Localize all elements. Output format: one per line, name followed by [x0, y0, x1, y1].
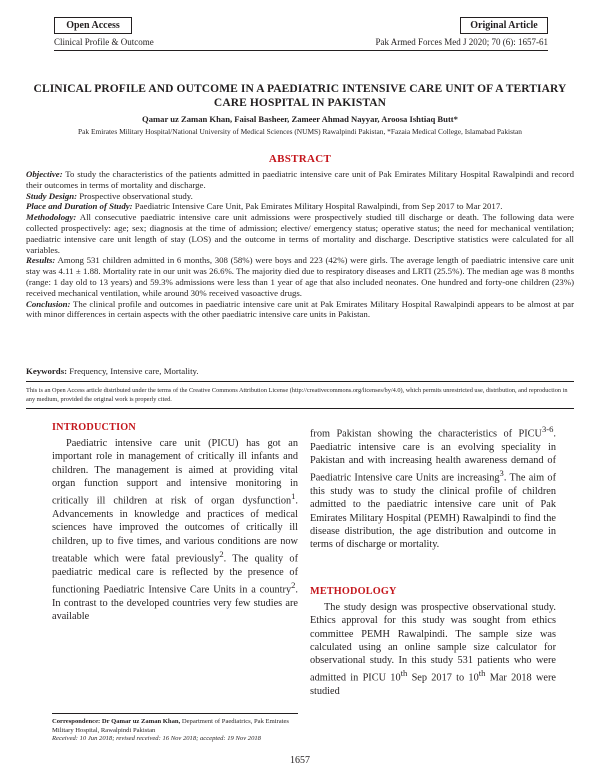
- journal-reference: Pak Armed Forces Med J 2020; 70 (6): 1657-61: [375, 37, 548, 47]
- method-part-2: Sep 2017 to 10: [407, 672, 479, 684]
- design-text: Prospective observational study.: [77, 190, 193, 201]
- method-sup-2: th: [478, 668, 486, 679]
- license-rule-top: [26, 381, 574, 382]
- keywords-label: Keywords:: [26, 366, 68, 376]
- keywords: [26, 366, 574, 376]
- author-list: Qamar uz Zaman Khan, Faisal Basheer, Zameer Ahmad Nayyar, Aroosa Ishtiaq Butt*: [142, 114, 458, 124]
- place-label: Place and Duration of Study:: [26, 201, 133, 212]
- keywords-text: Frequency, Intensive care, Mortality.: [67, 366, 199, 376]
- method-part-1: The study design was prospective observational study. Ethics approval for this study was sought from ethics committee PEMH Rawalpindi. The sample size was calculated using an online sample size calculator for observational study. In this study 531 patients who were admitted in PICU 10: [310, 602, 556, 684]
- abstract-methodology: [26, 212, 574, 255]
- article-type-badge: [460, 17, 548, 34]
- correspondence-label: Correspondence: Dr Qamar uz Zaman Khan,: [52, 718, 181, 725]
- intro-ref-3: 2: [291, 579, 296, 590]
- page-number: 1657: [290, 755, 310, 766]
- methodology-paragraph: [310, 601, 556, 699]
- article-title: CLINICAL PROFILE AND OUTCOME IN A PAEDIATRIC INTENSIVE CARE UNIT OF A TERTIARY CARE HOSPITAL IN PAKISTAN: [33, 83, 567, 109]
- intro-part-4-right: from Pakistan showing the characteristics of PICU: [310, 428, 542, 440]
- place-text: Paediatric Intensive Care Unit, Pak Emirates Military Hospital Rawalpindi, from Sep 2017 to Mar 2017.: [132, 201, 503, 212]
- introduction-heading: INTRODUCTION: [52, 422, 136, 433]
- objective-text: To study the characteristics of the patients admitted in paediatric intensive care unit of Pak Emirates Military Hospital Rawalpindi and record their outcomes in terms of mortality and discharge.: [26, 169, 574, 190]
- correspondence-note: [52, 718, 298, 744]
- objective-label: Objective:: [26, 169, 63, 179]
- received-dates: Received: 10 Jun 2018; revised received: 16 Nov 2018; accepted: 19 Nov 2018: [52, 735, 261, 743]
- introduction-text: [52, 437, 298, 623]
- introduction-continued-paragraph: [310, 423, 556, 552]
- intro-part-6: . The aim of this study was to study the clinical profile of children admitted to the paediatric intensive care unit of Pak Emirates Military Hospital (PEMH) Rawalpindi to find the disease distribution, the age distribution and outcome in terms of discharge or mortality.: [310, 472, 557, 551]
- correspondence-rule: [52, 713, 298, 714]
- methodology-label: Methodology:: [26, 212, 77, 223]
- intro-part-4-left: . In contrast to the developed countries very few studies are available: [52, 584, 298, 622]
- article-type-label: Original Article: [470, 20, 538, 31]
- methodology-text: All consecutive paediatric intensive care unit admissions were prospectively studied till discharge or death. The following data were collected prospectively: age; sex; diagnosis at the time of admission; elective/ emergency status; operative status; the need for mechanical ventilation; paediatric intensive care unit length of stay (LOS) and the outcome in terms of mortality and discharge. Descriptive statistics were calculated for all variables.: [26, 212, 574, 255]
- intro-ref-1: 1: [291, 491, 296, 502]
- method-part-3: Mar 2018 were studied: [310, 672, 556, 698]
- affiliation: Pak Emirates Military Hospital/National University of Medical Sciences (NUMS) Rawalpindi Pakistan, *Fazaia Medical College, Islamabad Pakistan: [78, 127, 522, 136]
- intro-part-2: . Advancements in knowledge and practices of medical sciences have improved the outcomes of critically ill children, up to five times, and various conditions are now treatable which were fatal previously: [52, 495, 298, 565]
- abstract-body: [26, 169, 574, 320]
- results-label: Results:: [26, 255, 56, 266]
- abstract-place: [26, 201, 574, 212]
- abstract-objective: [26, 169, 574, 191]
- header-rule: [54, 50, 548, 51]
- conclusion-label: Conclusion:: [26, 298, 71, 309]
- intro-part-3: . The quality of paediatric medical care is reflected by the presence of functioning Paediatric Intensive Care Units in a country: [52, 553, 298, 596]
- introduction-paragraph: [52, 437, 298, 623]
- abstract-conclusion: [26, 299, 574, 321]
- conclusion-text: The clinical profile and outcomes in paediatric intensive care unit at Pak Emirates Military Hospital Rawalpindi appears to be almost at par with minor differences in certain aspects with the other paediatric intensive care units in Pakistan.: [26, 298, 574, 320]
- method-sup-1: th: [400, 668, 408, 679]
- open-access-badge: [54, 17, 132, 34]
- design-label: Study Design:: [26, 190, 78, 201]
- correspondence-text: Department of Paediatrics, Pak Emirates Military Hospital, Rawalpindi Pakistan: [52, 718, 289, 734]
- intro-ref-5: 3: [499, 468, 504, 479]
- running-title: Clinical Profile & Outcome: [54, 37, 154, 47]
- intro-ref-2: 2: [219, 548, 224, 559]
- methodology-heading: METHODOLOGY: [310, 586, 397, 597]
- intro-part-1: Paediatric intensive care unit (PICU) has got an important role in management of critically ill infants and children. The management is aimed at providing vital organ function support and intensive monitoring in critically ill children at risk of organ dysfunction: [52, 438, 298, 507]
- abstract-heading: ABSTRACT: [268, 153, 332, 165]
- results-text: Among 531 children admitted in 6 months, 308 (58%) were boys and 223 (42%) were girls. The average length of paediatric intensive care unit stay was 4.11 ± 1.88. Mortality rate in our unit was 26.6%. The majority died due to respiratory diseases and LRTI (25.5%). The median age was 8 months (range: 1 day old to 13 years) and 59.3% admissions were less than 1 year of age that also included neonates. One hundred and forty-one children (23%) received mechanical ventilation, while around 30% received vasoactive drugs.: [26, 255, 574, 298]
- methodology-text: [310, 601, 556, 699]
- license-rule-bottom: [26, 408, 574, 409]
- abstract-results: [26, 255, 574, 298]
- intro-ref-4: 3-6: [541, 424, 554, 434]
- intro-part-5: . Paediatric intensive care is an evolving speciality in Pakistan and with increasing health awareness demand of Paediatric Intensive care Units are increasing: [310, 428, 556, 484]
- abstract-design: [26, 191, 574, 202]
- introduction-continued: [310, 423, 556, 552]
- license-notice: This is an Open Access article distributed under the terms of the Creative Commons Attribution License (http://creativecommons.org/licenses/by/4.0), which permits unrestricted use, distribution, and reproduction in any medium, provided the original work is properly cited.: [26, 387, 568, 403]
- open-access-label: Open Access: [66, 20, 120, 31]
